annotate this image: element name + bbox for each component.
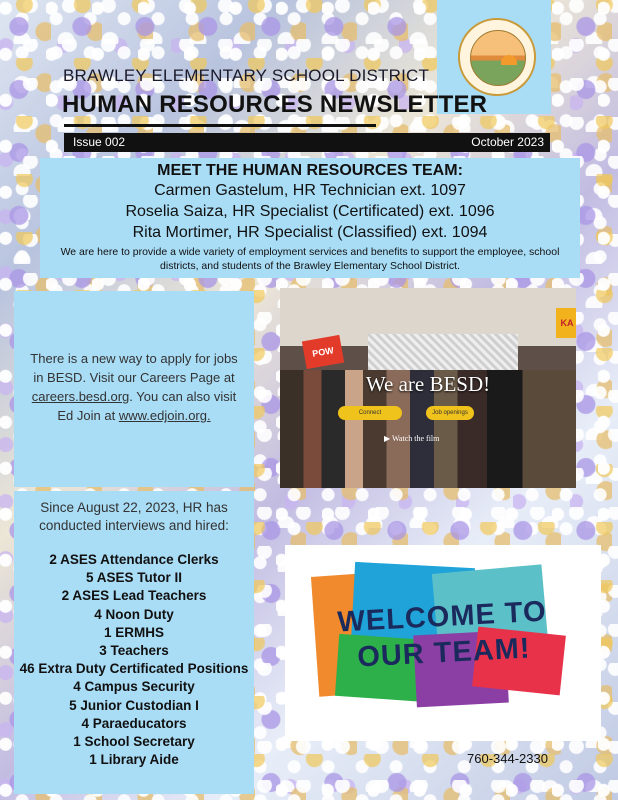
welcome-graphic — [285, 545, 601, 741]
apply-jobs-panel — [14, 291, 254, 487]
ka-sign: KA — [556, 308, 576, 338]
list-item: 4 Campus Security — [73, 679, 195, 695]
hired-list — [14, 551, 254, 769]
team-member: Rita Mortimer, HR Specialist (Classified) ext. 1094 — [132, 224, 488, 241]
team-section — [40, 158, 580, 278]
pow-sign: POW — [302, 335, 344, 369]
issue-date: October 2023 — [471, 135, 544, 149]
seal-sunset-icon — [470, 30, 526, 86]
list-item: 5 ASES Tutor II — [85, 570, 182, 586]
edjoin-link[interactable]: www.edjoin.org. — [118, 408, 211, 423]
list-item: 2 ASES Attendance Clerks — [49, 552, 219, 567]
newsletter-title: HUMAN RESOURCES NEWSLETTER — [62, 91, 488, 118]
team-description: We are here to provide a wide variety of employment services and benefits to support the employee, school districts, and students of the Brawley Elementary School District. — [60, 246, 560, 272]
list-item: 46 Extra Duty Certificated Positions — [19, 661, 249, 677]
watch-film — [384, 434, 439, 443]
apply-text: . You can also visit Ed Join at — [57, 389, 237, 423]
list-item: 1 ERMHS — [103, 624, 164, 640]
team-member: Roselia Saiza, HR Specialist (Certificated) ext. 1096 — [125, 203, 495, 220]
list-item: 4 Noon Duty — [94, 606, 174, 622]
district-name: BRAWLEY ELEMENTARY SCHOOL DISTRICT — [63, 66, 430, 85]
hired-intro: Since August 22, 2023, HR has conducted interviews and hired: — [39, 500, 229, 533]
list-item: 4 Paraeducators — [81, 715, 187, 731]
list-item: 1 School Secretary — [73, 734, 195, 750]
careers-link[interactable]: careers.besd.org — [31, 389, 130, 404]
watch-film-label: Watch the film — [392, 434, 440, 443]
phone-number: 760-344-2330 — [467, 751, 548, 766]
list-item: 2 ASES Lead Teachers — [61, 588, 207, 604]
hired-panel — [14, 491, 254, 794]
district-seal-logo — [458, 18, 536, 96]
title-underline — [64, 124, 376, 127]
play-icon: ▶ — [384, 434, 393, 443]
list-item: 1 Library Aide — [89, 752, 179, 768]
list-item: 3 Teachers — [99, 643, 169, 659]
photo-headline: We are BESD! — [365, 372, 491, 396]
job-openings-button: Job openings — [426, 406, 474, 420]
connect-button: Connect — [338, 406, 402, 420]
photo-lattice — [368, 334, 518, 374]
besd-photo — [280, 288, 576, 488]
team-member: Carmen Gastelum, HR Technician ext. 1097 — [154, 182, 466, 199]
issue-bar — [64, 133, 550, 152]
sun-icon — [501, 55, 517, 65]
welcome-line1: WELCOME TO — [336, 595, 548, 639]
apply-text: There is a new way to apply for jobs in BESD. Visit our Careers Page at — [30, 351, 238, 385]
welcome-line2: OUR TEAM! — [356, 632, 532, 674]
team-heading: MEET THE HUMAN RESOURCES TEAM: — [157, 162, 463, 179]
issue-number: Issue 002 — [73, 135, 126, 149]
list-item: 5 Junior Custodian I — [69, 697, 199, 713]
